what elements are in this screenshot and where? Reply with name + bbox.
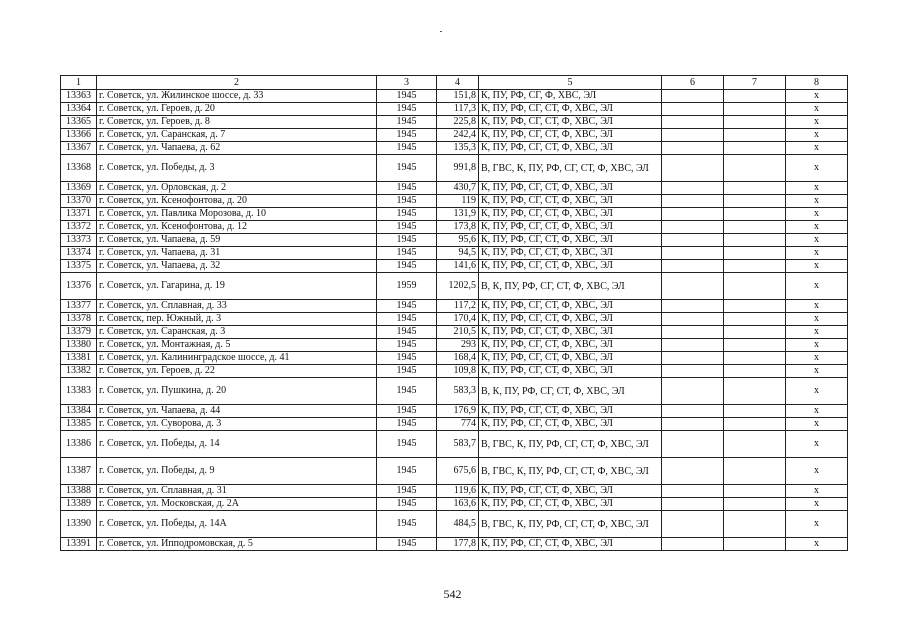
row-number-cell: 13381 xyxy=(61,352,97,365)
area-cell: 117,2 xyxy=(437,300,479,313)
year-cell: 1945 xyxy=(377,378,437,405)
table-row xyxy=(61,234,848,247)
area-cell: 583,7 xyxy=(437,431,479,458)
table-row xyxy=(61,155,848,182)
column-header: 8 xyxy=(786,76,848,90)
area-cell: 991,8 xyxy=(437,155,479,182)
column-8-cell: x xyxy=(786,182,848,195)
row-number-cell: 13379 xyxy=(61,326,97,339)
column-6-cell xyxy=(662,129,724,142)
utilities-cell: К, ПУ, РФ, СГ, СТ, Ф, ХВС, ЭЛ xyxy=(479,352,662,365)
area-cell: 117,3 xyxy=(437,103,479,116)
address-cell: г. Советск, ул. Орловская, д. 2 xyxy=(97,182,377,195)
table-row xyxy=(61,103,848,116)
utilities-cell: К, ПУ, РФ, СГ, СТ, Ф, ХВС, ЭЛ xyxy=(479,195,662,208)
column-8-cell: x xyxy=(786,300,848,313)
column-8-cell: x xyxy=(786,116,848,129)
table-row xyxy=(61,247,848,260)
column-6-cell xyxy=(662,431,724,458)
area-cell: 176,9 xyxy=(437,405,479,418)
row-number-cell: 13377 xyxy=(61,300,97,313)
address-cell: г. Советск, ул. Героев, д. 20 xyxy=(97,103,377,116)
address-cell: г. Советск, ул. Победы, д. 14 xyxy=(97,431,377,458)
column-header: 7 xyxy=(724,76,786,90)
column-8-cell: x xyxy=(786,326,848,339)
year-cell: 1945 xyxy=(377,326,437,339)
column-8-cell: x xyxy=(786,485,848,498)
year-cell: 1945 xyxy=(377,365,437,378)
column-8-cell: x xyxy=(786,90,848,103)
column-6-cell xyxy=(662,339,724,352)
column-6-cell xyxy=(662,352,724,365)
column-8-cell: x xyxy=(786,365,848,378)
column-7-cell xyxy=(724,129,786,142)
row-number-cell: 13391 xyxy=(61,538,97,551)
utilities-cell: К, ПУ, РФ, СГ, СТ, Ф, ХВС, ЭЛ xyxy=(479,221,662,234)
utilities-cell: К, ПУ, РФ, СГ, СТ, Ф, ХВС, ЭЛ xyxy=(479,103,662,116)
utilities-cell: В, ГВС, К, ПУ, РФ, СГ, СТ, Ф, ХВС, ЭЛ xyxy=(479,458,662,485)
area-cell: 293 xyxy=(437,339,479,352)
table-row xyxy=(61,116,848,129)
column-7-cell xyxy=(724,431,786,458)
row-number-cell: 13365 xyxy=(61,116,97,129)
column-7-cell xyxy=(724,313,786,326)
year-cell: 1945 xyxy=(377,234,437,247)
table-row xyxy=(61,195,848,208)
column-7-cell xyxy=(724,182,786,195)
year-cell: 1945 xyxy=(377,405,437,418)
area-cell: 430,7 xyxy=(437,182,479,195)
row-number-cell: 13371 xyxy=(61,208,97,221)
address-cell: г. Советск, ул. Чапаева, д. 32 xyxy=(97,260,377,273)
year-cell: 1945 xyxy=(377,90,437,103)
column-6-cell xyxy=(662,405,724,418)
utilities-cell: В, К, ПУ, РФ, СГ, СТ, Ф, ХВС, ЭЛ xyxy=(479,273,662,300)
column-6-cell xyxy=(662,300,724,313)
area-cell: 119 xyxy=(437,195,479,208)
table-row xyxy=(61,182,848,195)
column-6-cell xyxy=(662,313,724,326)
address-cell: г. Советск, ул. Победы, д. 14А xyxy=(97,511,377,538)
column-6-cell xyxy=(662,182,724,195)
address-cell: г. Советск, ул. Саранская, д. 7 xyxy=(97,129,377,142)
address-cell: г. Советск, ул. Сплавная, д. 31 xyxy=(97,485,377,498)
year-cell: 1945 xyxy=(377,511,437,538)
column-header: 5 xyxy=(479,76,662,90)
area-cell: 484,5 xyxy=(437,511,479,538)
address-cell: г. Советск, ул. Чапаева, д. 62 xyxy=(97,142,377,155)
column-7-cell xyxy=(724,260,786,273)
table-row xyxy=(61,313,848,326)
row-number-cell: 13376 xyxy=(61,273,97,300)
year-cell: 1945 xyxy=(377,339,437,352)
year-cell: 1945 xyxy=(377,247,437,260)
column-7-cell xyxy=(724,498,786,511)
column-6-cell xyxy=(662,273,724,300)
area-cell: 168,4 xyxy=(437,352,479,365)
column-7-cell xyxy=(724,142,786,155)
utilities-cell: К, ПУ, РФ, СГ, СТ, Ф, ХВС, ЭЛ xyxy=(479,326,662,339)
area-cell: 131,9 xyxy=(437,208,479,221)
address-cell: г. Советск, ул. Монтажная, д. 5 xyxy=(97,339,377,352)
utilities-cell: К, ПУ, РФ, СГ, СТ, Ф, ХВС, ЭЛ xyxy=(479,405,662,418)
column-8-cell: x xyxy=(786,339,848,352)
area-cell: 210,5 xyxy=(437,326,479,339)
column-7-cell xyxy=(724,326,786,339)
utilities-cell: В, К, ПУ, РФ, СГ, СТ, Ф, ХВС, ЭЛ xyxy=(479,378,662,405)
year-cell: 1945 xyxy=(377,182,437,195)
column-header: 3 xyxy=(377,76,437,90)
year-cell: 1945 xyxy=(377,458,437,485)
column-6-cell xyxy=(662,538,724,551)
table-row xyxy=(61,365,848,378)
column-8-cell: x xyxy=(786,498,848,511)
area-cell: 109,8 xyxy=(437,365,479,378)
column-7-cell xyxy=(724,234,786,247)
column-8-cell: x xyxy=(786,208,848,221)
table-row xyxy=(61,273,848,300)
area-cell: 151,8 xyxy=(437,90,479,103)
row-number-cell: 13382 xyxy=(61,365,97,378)
year-cell: 1945 xyxy=(377,129,437,142)
column-6-cell xyxy=(662,103,724,116)
column-8-cell: x xyxy=(786,405,848,418)
column-6-cell xyxy=(662,458,724,485)
table-row xyxy=(61,431,848,458)
column-8-cell: x xyxy=(786,142,848,155)
column-6-cell xyxy=(662,247,724,260)
column-6-cell xyxy=(662,116,724,129)
area-cell: 141,6 xyxy=(437,260,479,273)
address-cell: г. Советск, ул. Чапаева, д. 31 xyxy=(97,247,377,260)
table-row xyxy=(61,300,848,313)
column-7-cell xyxy=(724,365,786,378)
table-row xyxy=(61,260,848,273)
table-row xyxy=(61,405,848,418)
area-cell: 95,6 xyxy=(437,234,479,247)
table-row xyxy=(61,221,848,234)
row-number-cell: 13372 xyxy=(61,221,97,234)
table-row xyxy=(61,485,848,498)
address-cell: г. Советск, ул. Победы, д. 9 xyxy=(97,458,377,485)
year-cell: 1945 xyxy=(377,431,437,458)
address-cell: г. Советск, ул. Московская, д. 2А xyxy=(97,498,377,511)
utilities-cell: В, ГВС, К, ПУ, РФ, СГ, СТ, Ф, ХВС, ЭЛ xyxy=(479,431,662,458)
column-7-cell xyxy=(724,116,786,129)
column-8-cell: x xyxy=(786,234,848,247)
address-cell: г. Советск, ул. Чапаева, д. 59 xyxy=(97,234,377,247)
year-cell: 1945 xyxy=(377,142,437,155)
address-cell: г. Советск, ул. Героев, д. 22 xyxy=(97,365,377,378)
column-7-cell xyxy=(724,208,786,221)
column-7-cell xyxy=(724,155,786,182)
column-6-cell xyxy=(662,326,724,339)
area-cell: 119,6 xyxy=(437,485,479,498)
address-cell: г. Советск, ул. Саранская, д. 3 xyxy=(97,326,377,339)
table-header-row xyxy=(61,76,848,90)
utilities-cell: В, ГВС, К, ПУ, РФ, СГ, СТ, Ф, ХВС, ЭЛ xyxy=(479,511,662,538)
table-row xyxy=(61,326,848,339)
table-row xyxy=(61,129,848,142)
address-cell: г. Советск, ул. Пушкина, д. 20 xyxy=(97,378,377,405)
column-6-cell xyxy=(662,142,724,155)
column-7-cell xyxy=(724,247,786,260)
column-7-cell xyxy=(724,195,786,208)
column-8-cell: x xyxy=(786,273,848,300)
address-cell: г. Советск, ул. Ипподромовская, д. 5 xyxy=(97,538,377,551)
address-cell: г. Советск, ул. Чапаева, д. 44 xyxy=(97,405,377,418)
column-6-cell xyxy=(662,378,724,405)
address-cell: г. Советск, пер. Южный, д. 3 xyxy=(97,313,377,326)
row-number-cell: 13369 xyxy=(61,182,97,195)
year-cell: 1945 xyxy=(377,116,437,129)
column-8-cell: x xyxy=(786,155,848,182)
column-7-cell xyxy=(724,103,786,116)
column-8-cell: x xyxy=(786,511,848,538)
column-6-cell xyxy=(662,365,724,378)
utilities-cell: К, ПУ, РФ, СГ, СТ, Ф, ХВС, ЭЛ xyxy=(479,418,662,431)
table-row xyxy=(61,511,848,538)
row-number-cell: 13370 xyxy=(61,195,97,208)
row-number-cell: 13389 xyxy=(61,498,97,511)
column-6-cell xyxy=(662,498,724,511)
row-number-cell: 13384 xyxy=(61,405,97,418)
column-8-cell: x xyxy=(786,538,848,551)
table-row xyxy=(61,142,848,155)
year-cell: 1945 xyxy=(377,208,437,221)
area-cell: 675,6 xyxy=(437,458,479,485)
row-number-cell: 13385 xyxy=(61,418,97,431)
year-cell: 1945 xyxy=(377,260,437,273)
year-cell: 1945 xyxy=(377,538,437,551)
column-6-cell xyxy=(662,195,724,208)
column-header: 2 xyxy=(97,76,377,90)
table-row xyxy=(61,378,848,405)
row-number-cell: 13380 xyxy=(61,339,97,352)
utilities-cell: В, ГВС, К, ПУ, РФ, СГ, СТ, Ф, ХВС, ЭЛ xyxy=(479,155,662,182)
area-cell: 173,8 xyxy=(437,221,479,234)
utilities-cell: К, ПУ, РФ, СГ, СТ, Ф, ХВС, ЭЛ xyxy=(479,339,662,352)
column-8-cell: x xyxy=(786,260,848,273)
year-cell: 1945 xyxy=(377,221,437,234)
area-cell: 583,3 xyxy=(437,378,479,405)
utilities-cell: К, ПУ, РФ, СГ, СТ, Ф, ХВС, ЭЛ xyxy=(479,485,662,498)
year-cell: 1959 xyxy=(377,273,437,300)
year-cell: 1945 xyxy=(377,103,437,116)
column-7-cell xyxy=(724,538,786,551)
column-7-cell xyxy=(724,273,786,300)
column-7-cell xyxy=(724,458,786,485)
year-cell: 1945 xyxy=(377,485,437,498)
column-7-cell xyxy=(724,485,786,498)
column-6-cell xyxy=(662,234,724,247)
column-8-cell: x xyxy=(786,221,848,234)
column-7-cell xyxy=(724,405,786,418)
column-8-cell: x xyxy=(786,313,848,326)
table-row xyxy=(61,90,848,103)
year-cell: 1945 xyxy=(377,155,437,182)
column-header: 6 xyxy=(662,76,724,90)
area-cell: 163,6 xyxy=(437,498,479,511)
address-cell: г. Советск, ул. Героев, д. 8 xyxy=(97,116,377,129)
table-row xyxy=(61,498,848,511)
scan-speck xyxy=(440,31,442,32)
area-cell: 1202,5 xyxy=(437,273,479,300)
column-8-cell: x xyxy=(786,195,848,208)
address-cell: г. Советск, ул. Суворова, д. 3 xyxy=(97,418,377,431)
row-number-cell: 13383 xyxy=(61,378,97,405)
row-number-cell: 13373 xyxy=(61,234,97,247)
column-8-cell: x xyxy=(786,431,848,458)
utilities-cell: К, ПУ, РФ, СГ, СТ, Ф, ХВС, ЭЛ xyxy=(479,538,662,551)
column-7-cell xyxy=(724,339,786,352)
utilities-cell: К, ПУ, РФ, СГ, СТ, Ф, ХВС, ЭЛ xyxy=(479,129,662,142)
column-8-cell: x xyxy=(786,378,848,405)
table-row xyxy=(61,458,848,485)
address-cell: г. Советск, ул. Ксенофонтова, д. 20 xyxy=(97,195,377,208)
utilities-cell: К, ПУ, РФ, СГ, СТ, Ф, ХВС, ЭЛ xyxy=(479,365,662,378)
column-7-cell xyxy=(724,378,786,405)
row-number-cell: 13378 xyxy=(61,313,97,326)
area-cell: 170,4 xyxy=(437,313,479,326)
address-cell: г. Советск, ул. Жилинское шоссе, д. 33 xyxy=(97,90,377,103)
address-cell: г. Советск, ул. Павлика Морозова, д. 10 xyxy=(97,208,377,221)
area-cell: 774 xyxy=(437,418,479,431)
column-7-cell xyxy=(724,90,786,103)
utilities-cell: К, ПУ, РФ, СГ, СТ, Ф, ХВС, ЭЛ xyxy=(479,142,662,155)
column-7-cell xyxy=(724,352,786,365)
address-cell: г. Советск, ул. Ксенофонтова, д. 12 xyxy=(97,221,377,234)
year-cell: 1945 xyxy=(377,300,437,313)
column-6-cell xyxy=(662,418,724,431)
column-6-cell xyxy=(662,208,724,221)
utilities-cell: К, ПУ, РФ, СГ, СТ, Ф, ХВС, ЭЛ xyxy=(479,116,662,129)
year-cell: 1945 xyxy=(377,313,437,326)
column-8-cell: x xyxy=(786,458,848,485)
row-number-cell: 13390 xyxy=(61,511,97,538)
column-7-cell xyxy=(724,511,786,538)
table-row xyxy=(61,208,848,221)
area-cell: 177,8 xyxy=(437,538,479,551)
area-cell: 94,5 xyxy=(437,247,479,260)
table-row xyxy=(61,418,848,431)
utilities-cell: К, ПУ, РФ, СГ, СТ, Ф, ХВС, ЭЛ xyxy=(479,300,662,313)
column-6-cell xyxy=(662,485,724,498)
utilities-cell: К, ПУ, РФ, СГ, СТ, Ф, ХВС, ЭЛ xyxy=(479,260,662,273)
table-body xyxy=(61,90,848,551)
row-number-cell: 13387 xyxy=(61,458,97,485)
row-number-cell: 13364 xyxy=(61,103,97,116)
address-cell: г. Советск, ул. Гагарина, д. 19 xyxy=(97,273,377,300)
row-number-cell: 13363 xyxy=(61,90,97,103)
address-cell: г. Советск, ул. Калининградское шоссе, д. 41 xyxy=(97,352,377,365)
column-8-cell: x xyxy=(786,418,848,431)
address-cell: г. Советск, ул. Сплавная, д. 33 xyxy=(97,300,377,313)
area-cell: 135,3 xyxy=(437,142,479,155)
column-7-cell xyxy=(724,300,786,313)
year-cell: 1945 xyxy=(377,195,437,208)
area-cell: 225,8 xyxy=(437,116,479,129)
column-6-cell xyxy=(662,90,724,103)
housing-registry-table xyxy=(60,75,848,551)
column-6-cell xyxy=(662,511,724,538)
row-number-cell: 13368 xyxy=(61,155,97,182)
table-row xyxy=(61,538,848,551)
utilities-cell: К, ПУ, РФ, СГ, Ф, ХВС, ЭЛ xyxy=(479,90,662,103)
utilities-cell: К, ПУ, РФ, СГ, СТ, Ф, ХВС, ЭЛ xyxy=(479,498,662,511)
year-cell: 1945 xyxy=(377,352,437,365)
table-row xyxy=(61,352,848,365)
utilities-cell: К, ПУ, РФ, СГ, СТ, Ф, ХВС, ЭЛ xyxy=(479,182,662,195)
utilities-cell: К, ПУ, РФ, СГ, СТ, Ф, ХВС, ЭЛ xyxy=(479,208,662,221)
column-header: 4 xyxy=(437,76,479,90)
column-8-cell: x xyxy=(786,103,848,116)
column-6-cell xyxy=(662,260,724,273)
row-number-cell: 13386 xyxy=(61,431,97,458)
column-8-cell: x xyxy=(786,129,848,142)
column-7-cell xyxy=(724,221,786,234)
year-cell: 1945 xyxy=(377,498,437,511)
column-8-cell: x xyxy=(786,352,848,365)
year-cell: 1945 xyxy=(377,418,437,431)
utilities-cell: К, ПУ, РФ, СГ, СТ, Ф, ХВС, ЭЛ xyxy=(479,313,662,326)
utilities-cell: К, ПУ, РФ, СГ, СТ, Ф, ХВС, ЭЛ xyxy=(479,247,662,260)
column-7-cell xyxy=(724,418,786,431)
column-header: 1 xyxy=(61,76,97,90)
column-8-cell: x xyxy=(786,247,848,260)
column-6-cell xyxy=(662,155,724,182)
page-number: 542 xyxy=(443,587,462,601)
row-number-cell: 13375 xyxy=(61,260,97,273)
utilities-cell: К, ПУ, РФ, СГ, СТ, Ф, ХВС, ЭЛ xyxy=(479,234,662,247)
row-number-cell: 13366 xyxy=(61,129,97,142)
row-number-cell: 13374 xyxy=(61,247,97,260)
column-6-cell xyxy=(662,221,724,234)
row-number-cell: 13388 xyxy=(61,485,97,498)
row-number-cell: 13367 xyxy=(61,142,97,155)
table-row xyxy=(61,339,848,352)
area-cell: 242,4 xyxy=(437,129,479,142)
address-cell: г. Советск, ул. Победы, д. 3 xyxy=(97,155,377,182)
